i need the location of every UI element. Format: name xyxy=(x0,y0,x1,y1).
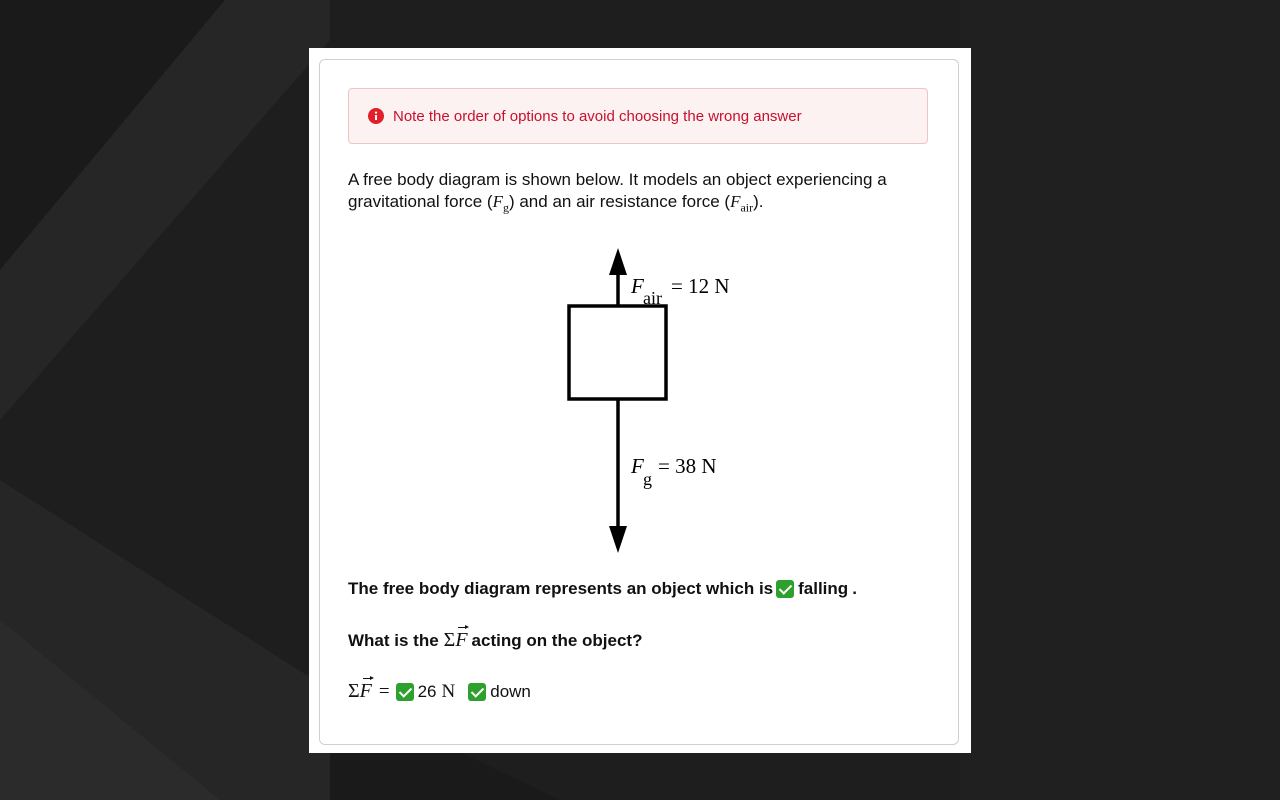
question-panel xyxy=(309,48,971,753)
sigma-symbol: Σ xyxy=(443,629,456,651)
direction-answer-select[interactable]: down xyxy=(490,681,531,701)
net-force-symbol xyxy=(444,629,468,652)
fair-label-symbol: F xyxy=(631,274,644,298)
fg-symbol: F xyxy=(492,192,503,211)
unit-label: N xyxy=(441,680,456,702)
fg-label-subscript: g xyxy=(643,469,652,489)
object-box xyxy=(569,306,666,399)
answer-sigma-symbol: Σ xyxy=(348,680,360,702)
question-net-force-text-a: What is the xyxy=(348,630,439,650)
fair-label-value: = 12 N xyxy=(671,274,730,298)
net-force-answer-row xyxy=(348,680,531,703)
question-net-force xyxy=(348,629,642,652)
fg-subscript: g xyxy=(502,200,509,215)
intro-line-1: A free body diagram is shown below. It models an object experiencing a xyxy=(348,170,887,189)
answer-vector-f-symbol: F xyxy=(359,680,372,702)
correct-check-icon xyxy=(468,683,486,701)
magnitude-answer-input[interactable]: 26 xyxy=(417,681,437,701)
fair-subscript: air xyxy=(740,200,754,215)
question-motion-period: . xyxy=(852,579,857,598)
vector-f-symbol: F xyxy=(455,629,468,651)
air-force-arrowhead xyxy=(609,248,627,275)
equals-sign: = xyxy=(378,680,390,702)
free-body-diagram xyxy=(549,240,749,560)
fg-label-value: = 38 N xyxy=(658,454,717,478)
answer-net-force-symbol xyxy=(348,680,372,703)
gravity-force-arrowhead xyxy=(609,526,627,553)
question-card xyxy=(319,59,959,745)
question-motion xyxy=(348,579,857,599)
alert-text: Note the order of options to avoid choosing the wrong answer xyxy=(393,107,802,125)
problem-statement xyxy=(348,169,938,218)
intro-line-2 xyxy=(348,191,938,218)
intro-text-a: gravitational force ( xyxy=(348,192,493,211)
fair-symbol: F xyxy=(730,192,741,211)
fair-label-subscript: air xyxy=(643,288,662,308)
question-motion-text: The free body diagram represents an object which is xyxy=(348,579,774,598)
motion-answer-select[interactable]: falling xyxy=(798,579,849,598)
correct-check-icon xyxy=(776,580,794,598)
fg-label-symbol: F xyxy=(631,454,644,478)
correct-check-icon xyxy=(396,683,414,701)
question-net-force-text-b: acting on the object? xyxy=(471,630,643,650)
info-icon xyxy=(368,108,384,124)
intro-text-c: ). xyxy=(753,192,764,211)
intro-text-b: ) and an air resistance force ( xyxy=(508,192,731,211)
order-warning-alert xyxy=(348,88,928,144)
